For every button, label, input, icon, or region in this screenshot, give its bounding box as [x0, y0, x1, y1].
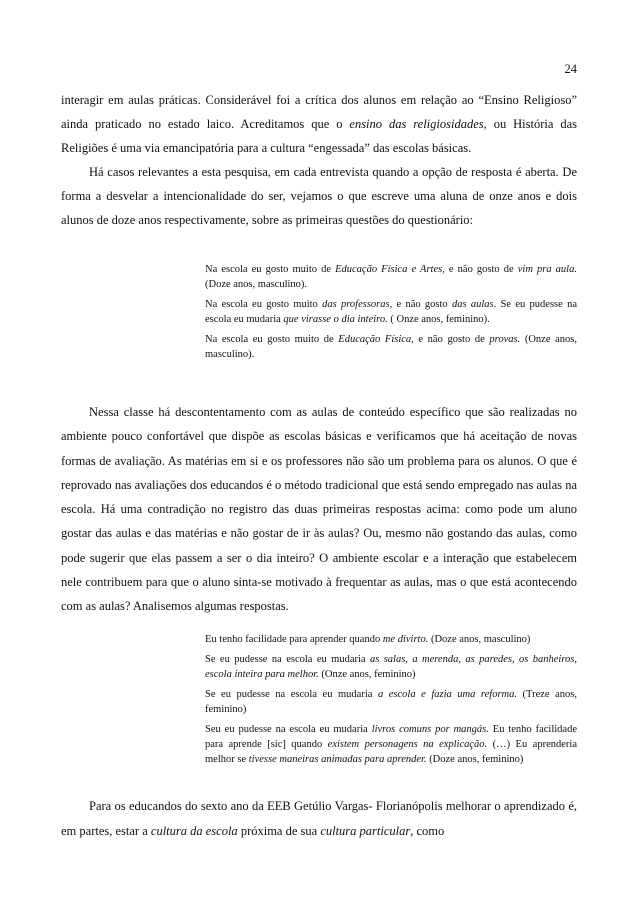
quote-item: Na escola eu gosto muito das professoras, e não gosto das aulas. Se eu pudesse na escola eu mudaria que virasse o dia inteiro. ( Onze anos, feminino). [205, 299, 577, 325]
quote-item: Na escola eu gosto muito de Educação Física e Artes, e não gosto de vim pra aula. (Doze anos, masculino). [205, 264, 577, 290]
quote-item: Se eu pudesse na escola eu mudaria a escola e fazia uma reforma. (Treze anos, feminino) [205, 689, 577, 715]
paragraph-1-text-end: , ou História das Religiões é uma via emancipatória para a cultura “engessada” das escolas básicas. [61, 117, 578, 155]
quote-block-2 [205, 632, 577, 772]
paragraph-1 [61, 88, 577, 160]
paragraph-1-emphasis: ensino das religiosidades [349, 117, 484, 131]
quote-item: Eu tenho facilidade para aprender quando me divirto. (Doze anos, masculino) [205, 634, 531, 645]
paragraph-4: Para os educandos do sexto ano da EEB Getúlio Vargas- Florianópolis melhorar o aprendizado é, em partes, estar a cultura da escola próxima de sua cultura particular, como [61, 799, 577, 838]
quote-item: Se eu pudesse na escola eu mudaria as salas, a merenda, as paredes, os banheiros, escola inteira para melhor. (Onze anos, feminino) [205, 654, 577, 680]
paragraph-3: Nessa classe há descontentamento com as aulas de conteúdo específico que são realizadas no ambiente pouco confortável que dispõe as escolas básicas e verificamos que há aceitação de novas formas de avaliação. As matérias em si e os professores não são um problema para os alunos. O que é reprovado nas avaliações dos educandos é o método tradicional que está sendo empregado nas aulas na escola. Há uma contradição no registro das duas primeiras respostas acima: como pode um aluno gostar das aulas e das matérias e não gostar de ir às aulas? Ou, mesmo não gostando das aulas, como pode sugerir que elas passem a ser o dia inteiro? O ambiente escolar e a interação que estabelecem nele contribuem para que o aluno sinta-se motivado à frequentar as aulas, mas o que está acontecendo com as aulas? Analisemos algumas respostas. [61, 405, 577, 614]
quote-block-1 [205, 262, 577, 367]
page-number: 24 [564, 62, 577, 76]
paragraph-2: Há casos relevantes a esta pesquisa, em cada entrevista quando a opção de resposta é aberta. De forma a desvelar a intencionalidade do ser, vejamos o que escreve uma aluna de onze anos e dois alunos de doze anos respectivamente, sobre as primeiras questões do questionário: [61, 165, 577, 227]
paragraph-1-text: interagir em aulas práticas. Considerável foi a crítica dos alunos em relação ao “Ensino Religioso” ainda praticado no estado laico. Acreditamos que o [61, 93, 577, 131]
quote-item: Na escola eu gosto muito de Educação Física, e não gosto de provas. (Onze anos, masculino). [205, 334, 577, 360]
quote-item: Seu eu pudesse na escola eu mudaria livros comuns por mangás. Eu tenho facilidade para aprende [sic] quando existem personagens na explicação. (…) Eu aprenderia melhor se tivesse maneiras animadas para aprender. (Doze anos, feminino) [205, 724, 577, 765]
